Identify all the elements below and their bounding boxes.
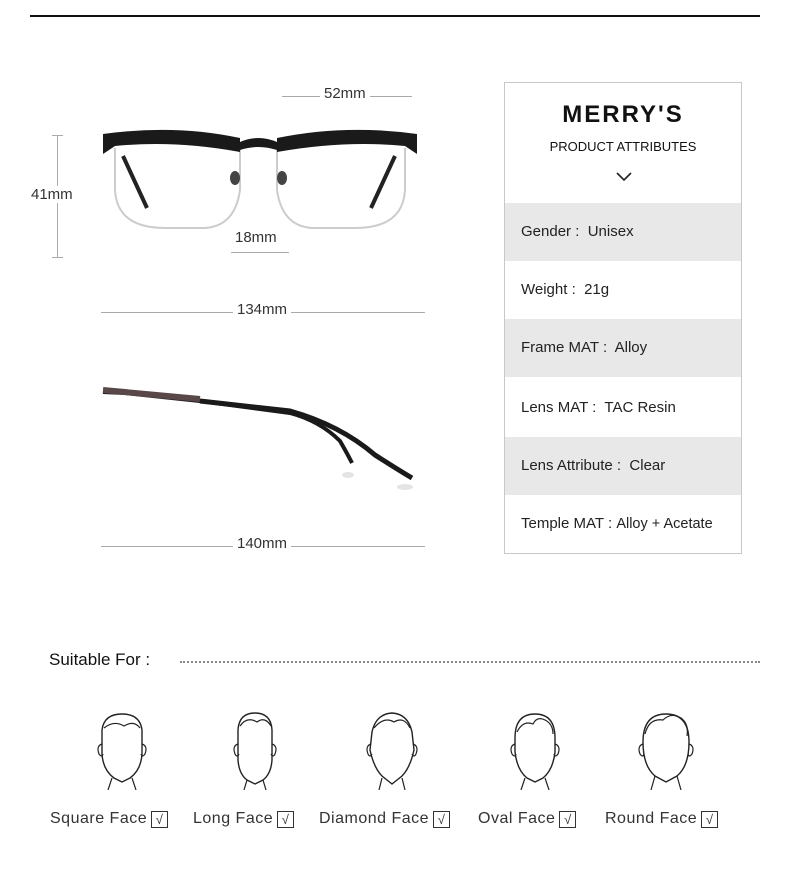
face-label-round	[605, 810, 718, 828]
lens-height-tick-bottom	[52, 257, 63, 258]
check-icon: √	[151, 811, 168, 828]
glasses-front-view	[95, 120, 425, 235]
bridge-line	[231, 252, 289, 253]
attr-row-weight	[505, 261, 741, 319]
face-label-oval	[478, 810, 576, 828]
attr-label: Weight :	[521, 281, 576, 298]
bridge-label: 18mm	[231, 229, 281, 246]
attr-row-gender	[505, 203, 741, 261]
lens-width-label: 52mm	[320, 85, 370, 102]
attr-value: Clear	[629, 457, 666, 474]
face-label: Square Face	[50, 810, 148, 827]
top-divider	[30, 15, 760, 17]
frame-width-label: 134mm	[233, 301, 291, 318]
attr-label: Frame MAT :	[521, 339, 608, 356]
attributes-title: PRODUCT ATTRIBUTES	[549, 139, 697, 154]
attr-label: Lens Attribute :	[521, 457, 622, 474]
attr-value: Alloy	[614, 339, 648, 356]
lens-height-label: 41mm	[27, 186, 77, 203]
product-attributes-panel	[504, 82, 742, 554]
attr-row-lens-attribute	[505, 437, 741, 495]
diamond-face-icon	[362, 710, 422, 790]
face-label: Diamond Face	[319, 810, 430, 827]
check-icon: √	[559, 811, 576, 828]
oval-face-icon	[507, 710, 563, 790]
attr-label: Lens MAT :	[521, 399, 597, 416]
attr-value: Alloy + Acetate	[616, 516, 713, 532]
temple-length-label: 140mm	[233, 535, 291, 552]
face-label-square	[50, 810, 168, 828]
dotted-divider	[180, 661, 760, 663]
check-icon: √	[277, 811, 294, 828]
attr-label: Temple MAT :	[521, 515, 613, 532]
check-icon: √	[433, 811, 450, 828]
attr-value: TAC Resin	[604, 399, 676, 416]
square-face-icon	[94, 710, 150, 790]
attr-row-frame-mat	[505, 319, 741, 377]
attr-value: Unisex	[587, 223, 634, 240]
face-label-long	[193, 810, 294, 828]
lens-height-tick-top	[52, 135, 63, 136]
suitable-for-title: Suitable For :	[49, 650, 151, 669]
attr-value: 21g	[584, 281, 610, 298]
chevron-down-icon	[615, 171, 633, 183]
attr-row-temple-mat	[505, 495, 741, 553]
long-face-icon	[229, 710, 281, 790]
attr-label: Gender :	[521, 223, 580, 240]
face-label: Long Face	[193, 810, 274, 827]
face-label-diamond	[319, 810, 450, 828]
face-label: Round Face	[605, 810, 698, 827]
face-label: Oval Face	[478, 810, 556, 827]
glasses-side-view	[100, 385, 420, 495]
round-face-icon	[637, 710, 695, 790]
brand-logo: MERRY'S	[562, 101, 684, 128]
attr-row-lens-mat	[505, 379, 741, 437]
check-icon: √	[701, 811, 718, 828]
